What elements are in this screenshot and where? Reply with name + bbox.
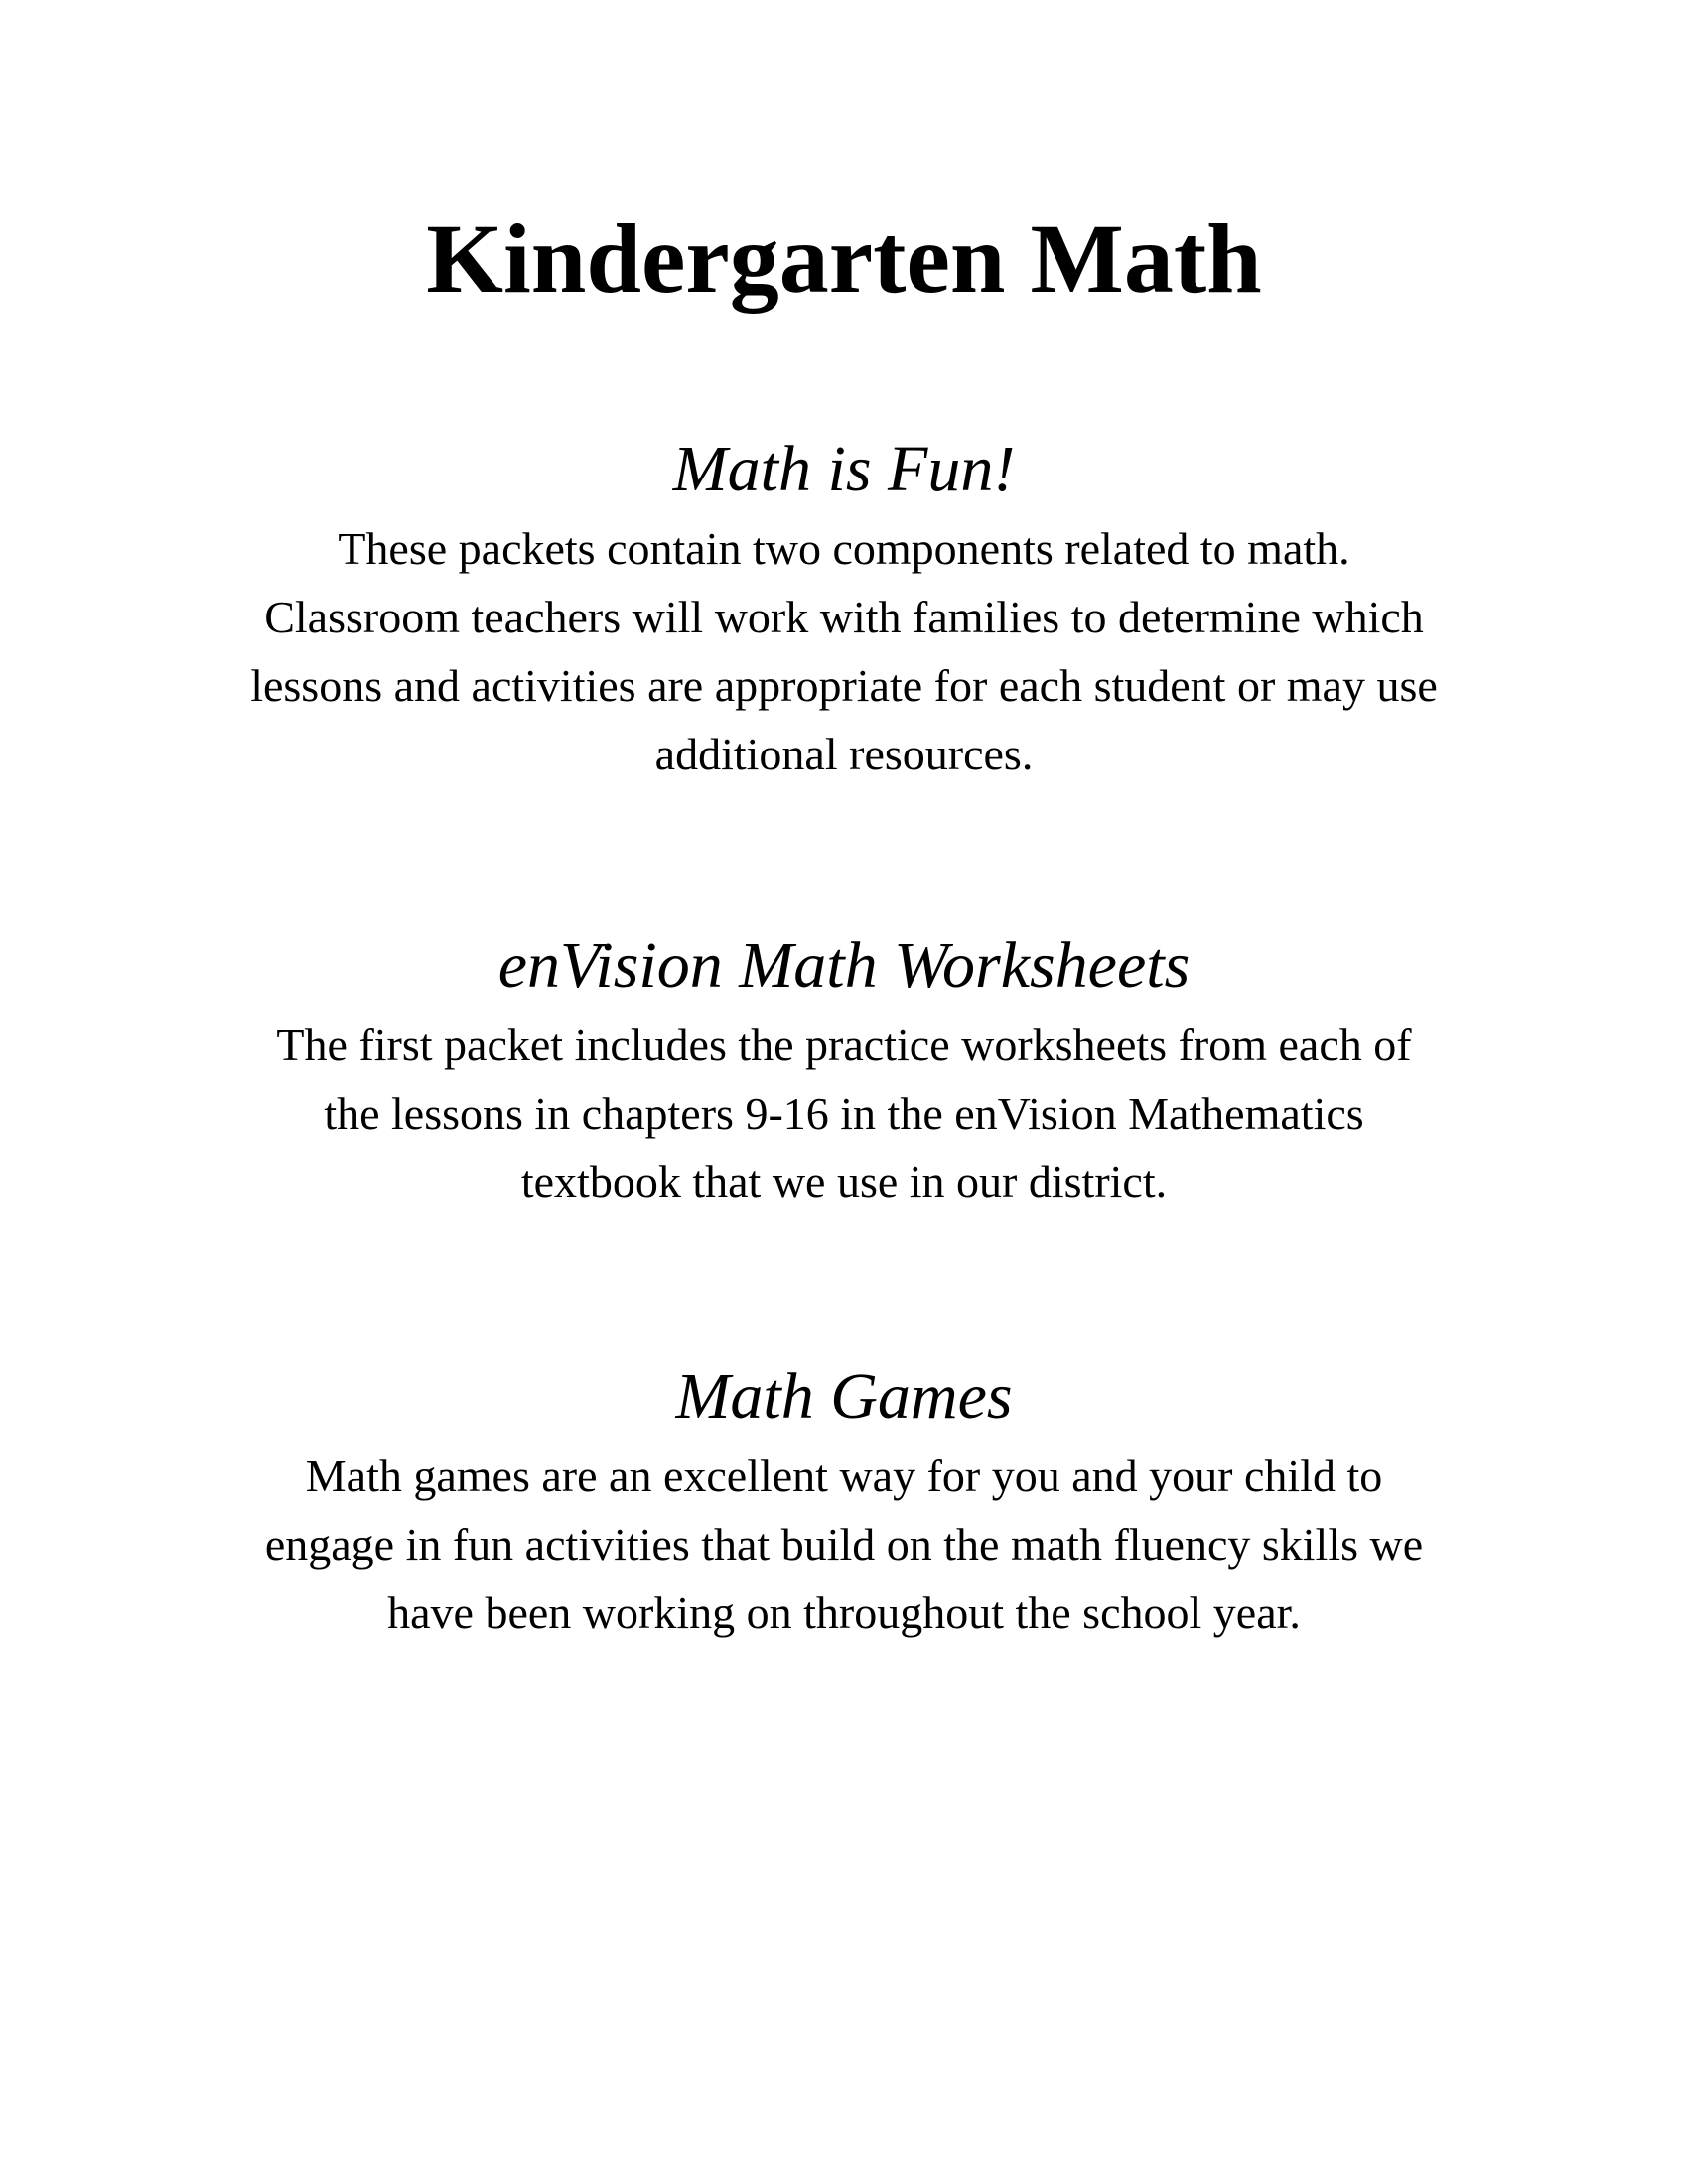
body-line: the lessons in chapters 9-16 in the enVision Mathematics — [324, 1088, 1364, 1139]
section-envision-math-worksheets — [149, 921, 1539, 1216]
section-math-is-fun — [149, 425, 1539, 788]
section-heading: Math is Fun! — [672, 433, 1016, 505]
section-body — [149, 1441, 1539, 1647]
body-line: additional resources. — [654, 729, 1034, 779]
body-line: textbook that we use in our district. — [520, 1157, 1168, 1207]
body-line: have been working on throughout the school year. — [387, 1587, 1301, 1638]
body-line: Classroom teachers will work with families to determine which — [264, 592, 1424, 642]
document-title: Kindergarten Math — [426, 204, 1262, 314]
section-body — [149, 1011, 1539, 1216]
section-heading: Math Games — [675, 1360, 1013, 1433]
section-heading: enVision Math Worksheets — [497, 929, 1191, 1002]
body-line: engage in fun activities that build on the math fluency skills we — [264, 1519, 1424, 1570]
section-math-games — [149, 1352, 1539, 1647]
body-line: The first packet includes the practice worksheets from each of — [276, 1020, 1412, 1070]
body-line: These packets contain two components related to math. — [338, 523, 1350, 574]
body-line: lessons and activities are appropriate for each student or may use — [250, 660, 1438, 711]
body-line: Math games are an excellent way for you and your child to — [305, 1450, 1383, 1501]
section-body — [149, 514, 1539, 788]
